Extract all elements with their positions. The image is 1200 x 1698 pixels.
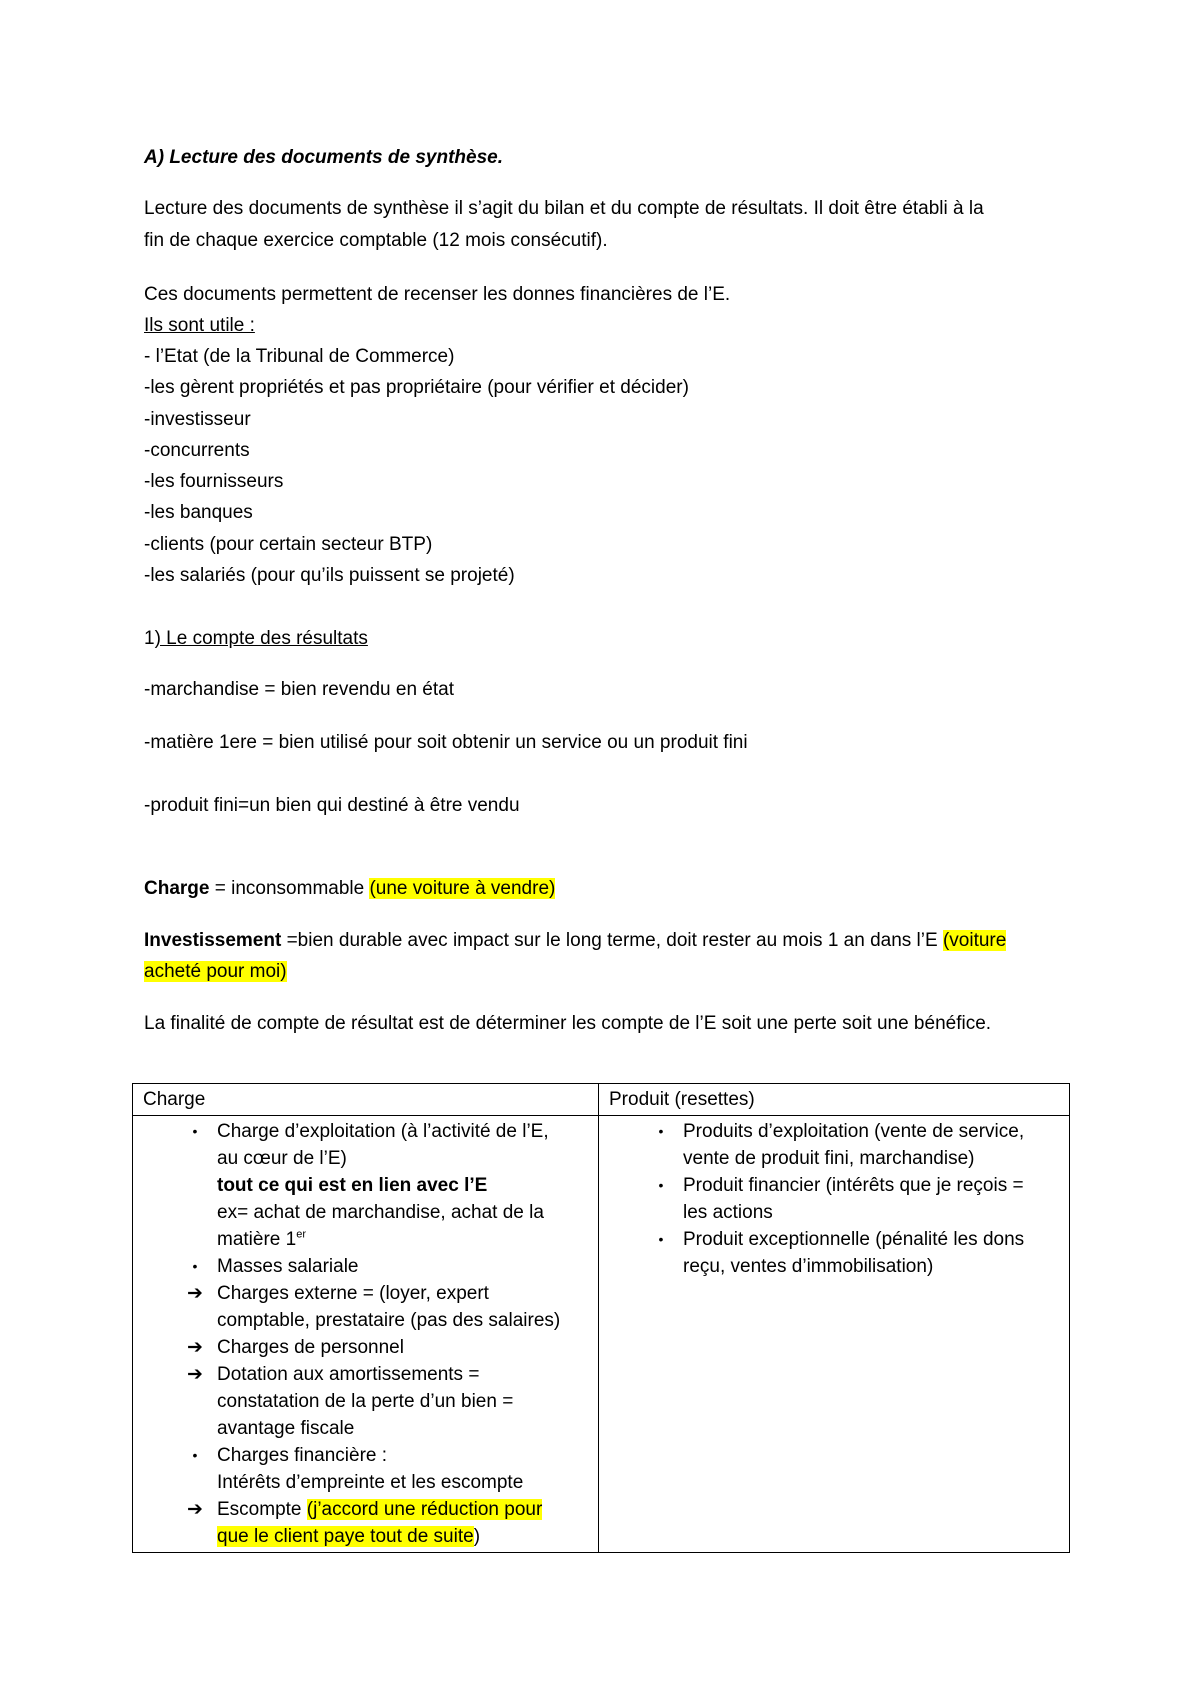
investissement-definition-cont xyxy=(144,960,287,984)
item-text-bold: tout ce qui est en lien avec l’E xyxy=(217,1175,488,1196)
list-item xyxy=(143,1118,588,1253)
investissement-highlight: (voiture xyxy=(942,930,1007,951)
item-text: Charge d’exploitation (à l’activité de l’E, xyxy=(217,1121,549,1142)
produit-column-header: Produit (resettes) xyxy=(599,1084,1070,1116)
item-highlight: (j’accord une réduction pour xyxy=(306,1499,543,1520)
intro-line-1: Lecture des documents de synthèse il s’agit du bilan et du compte de résultats. Il doit être établi à la xyxy=(144,198,984,219)
user-item: - l’Etat (de la Tribunal de Commerce) xyxy=(144,346,455,367)
bullet-icon: • xyxy=(658,1231,664,1247)
item-text: Dotation aux amortissements = xyxy=(217,1364,480,1385)
table-header-row xyxy=(133,1084,1070,1116)
item-text: Charges financière : xyxy=(217,1445,388,1466)
charges-list xyxy=(143,1118,588,1550)
arrow-right-icon: ➔ xyxy=(187,1283,203,1304)
item-text: reçu, ventes d’immobilisation) xyxy=(683,1256,934,1277)
item-text: comptable, prestataire (pas des salaires) xyxy=(217,1310,561,1331)
item-text xyxy=(217,1226,588,1253)
item-text: constatation de la perte d’un bien = xyxy=(217,1391,514,1412)
item-text: Produits d’exploitation (vente de service, xyxy=(683,1121,1025,1142)
user-item: -les gèrent propriétés et pas propriétaire (pour vérifier et décider) xyxy=(144,377,689,398)
arrow-right-icon: ➔ xyxy=(187,1337,203,1358)
charge-term: Charge xyxy=(144,878,210,899)
heading: A) Lecture des documents de synthèse. xyxy=(144,147,503,168)
superscript: er xyxy=(296,1228,306,1241)
user-item: -concurrents xyxy=(144,440,250,461)
item-text: Masses salariale xyxy=(217,1256,359,1277)
investissement-term: Investissement xyxy=(144,930,282,951)
item-text: Charges de personnel xyxy=(217,1337,404,1358)
charge-text: = inconsommable xyxy=(209,878,370,899)
item-text: Intérêts d’empreinte et les escompte xyxy=(217,1472,524,1493)
item-text: Produit financier (intérêts que je reçois = xyxy=(683,1175,1024,1196)
user-item: -clients (pour certain secteur BTP) xyxy=(144,534,433,555)
finality-text: La finalité de compte de résultat est de déterminer les compte de l’E soit une perte soit une bénéfice. xyxy=(144,1013,992,1034)
item-text: vente de produit fini, marchandise) xyxy=(683,1148,975,1169)
charge-highlight: (une voiture à vendre) xyxy=(369,878,556,899)
section-title-text: ) Le compte des résultats xyxy=(154,628,368,649)
list-item xyxy=(143,1253,588,1280)
item-text: Produit exceptionnelle (pénalité les dons xyxy=(683,1229,1025,1250)
charge-definition xyxy=(144,877,555,901)
user-item: -investisseur xyxy=(144,409,251,430)
list-item xyxy=(609,1226,1059,1280)
arrow-right-icon: ➔ xyxy=(187,1499,203,1520)
investissement-highlight-cont: acheté pour moi) xyxy=(144,961,287,982)
table-row xyxy=(133,1116,1070,1553)
purpose-text: Ces documents permettent de recenser les donnes financières de l’E. xyxy=(144,284,731,305)
def-produit-fini: -produit fini=un bien qui destiné à être vendu xyxy=(144,795,520,816)
bullet-icon: • xyxy=(192,1258,198,1274)
item-text: Charges externe = (loyer, expert xyxy=(217,1283,489,1304)
section-number: 1 xyxy=(144,628,155,649)
item-text: les actions xyxy=(683,1202,773,1223)
list-item xyxy=(143,1442,588,1496)
def-matiere: -matière 1ere = bien utilisé pour soit obtenir un service ou un produit fini xyxy=(144,732,748,753)
section-title xyxy=(144,627,368,651)
bullet-icon: • xyxy=(192,1123,198,1139)
investissement-text: =bien durable avec impact sur le long terme, doit rester au mois 1 an dans l’E xyxy=(281,930,943,951)
item-text xyxy=(217,1496,588,1523)
list-item xyxy=(143,1361,588,1442)
item-text: au cœur de l’E) xyxy=(217,1148,347,1169)
list-item xyxy=(609,1118,1059,1172)
produits-list xyxy=(609,1118,1059,1280)
bullet-icon: • xyxy=(192,1447,198,1463)
charge-column-header: Charge xyxy=(133,1084,599,1116)
def-marchandise: -marchandise = bien revendu en état xyxy=(144,679,455,700)
list-item xyxy=(143,1280,588,1334)
user-item: -les fournisseurs xyxy=(144,471,284,492)
useful-label: Ils sont utile : xyxy=(144,315,255,336)
item-text xyxy=(217,1523,588,1550)
investissement-definition xyxy=(144,929,1006,953)
user-item: -les salariés (pour qu’ils puissent se projeté) xyxy=(144,565,515,586)
item-text-end: ) xyxy=(473,1526,481,1547)
bullet-icon: • xyxy=(658,1123,664,1139)
intro-line-2: fin de chaque exercice comptable (12 mois consécutif). xyxy=(144,230,608,251)
user-item: -les banques xyxy=(144,502,253,523)
item-highlight: que le client paye tout de suite xyxy=(217,1526,474,1547)
list-item xyxy=(143,1496,588,1550)
item-text-start: Escompte xyxy=(217,1499,307,1520)
item-text-matiere: matière 1 xyxy=(217,1229,297,1250)
list-item xyxy=(609,1172,1059,1226)
produits-cell xyxy=(599,1116,1070,1553)
arrow-right-icon: ➔ xyxy=(187,1364,203,1385)
list-item xyxy=(143,1334,588,1361)
charges-cell xyxy=(133,1116,599,1553)
bullet-icon: • xyxy=(658,1177,664,1193)
item-text: ex= achat de marchandise, achat de la xyxy=(217,1202,544,1223)
item-text: avantage fiscale xyxy=(217,1418,355,1439)
charges-produits-table xyxy=(132,1083,1070,1553)
